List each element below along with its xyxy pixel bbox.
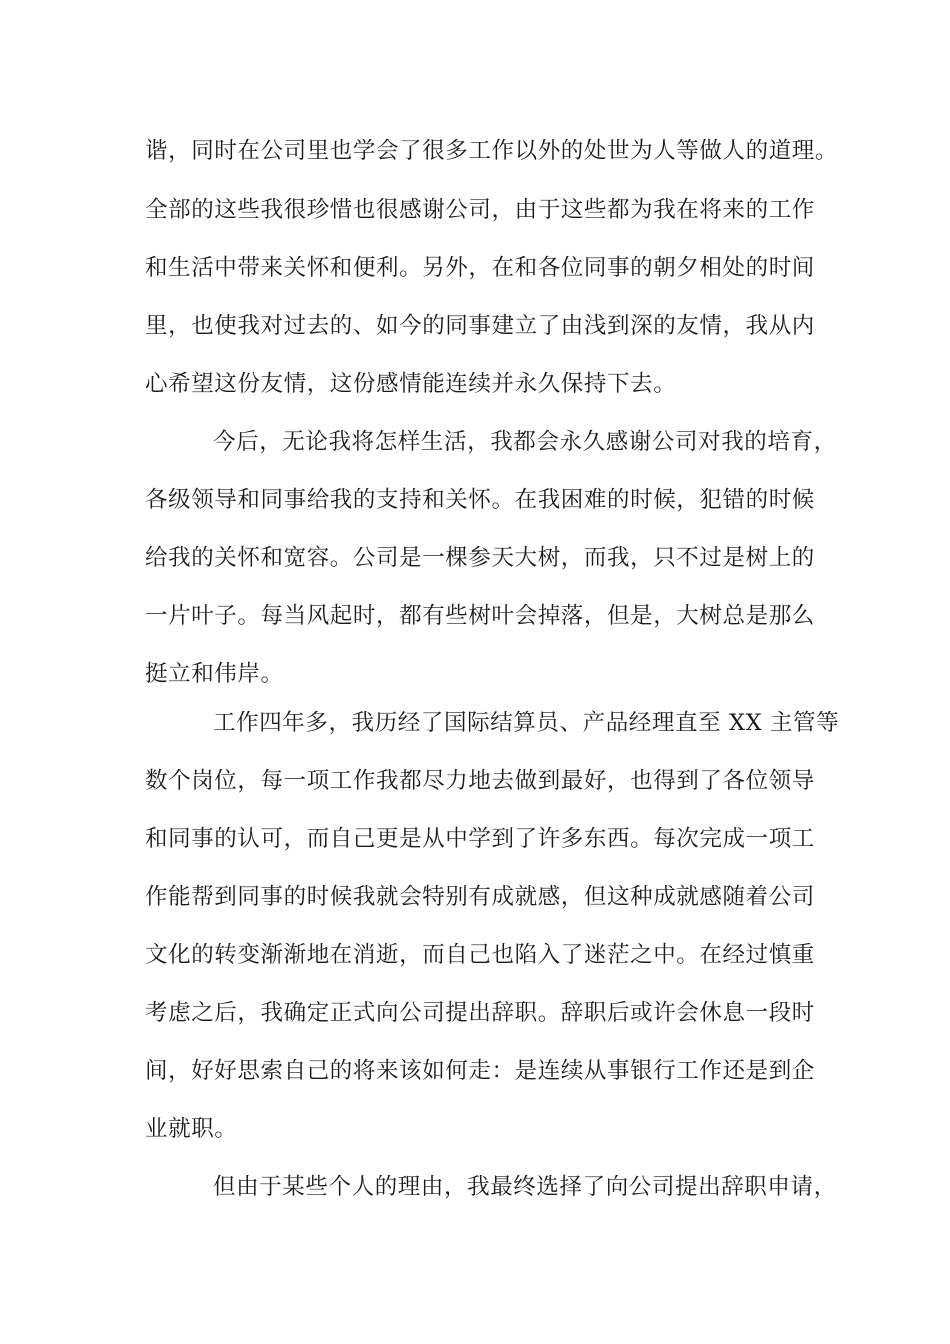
- text-line: 考虑之后，我确定正式向公司提出辞职。辞职后或许会休息一段时: [145, 1000, 815, 1026]
- text-line: 作能帮到同事的时候我就会特别有成就感，但这种成就感随着公司: [145, 884, 815, 910]
- text-line: 各级领导和同事给我的支持和关怀。在我困难的时候，犯错的时候: [145, 487, 815, 513]
- text-line: 给我的关怀和宽容。公司是一棵参天大树，而我，只不过是树上的: [145, 545, 815, 571]
- paragraph-start-line: 但由于某些个人的理由，我最终选择了向公司提出辞职申请，: [213, 1174, 837, 1200]
- text-line: 挺立和伟岸。: [145, 661, 284, 687]
- text-line: 里，也使我对过去的、如今的同事建立了由浅到深的友情，我从内: [145, 313, 815, 339]
- text-line: 数个岗位，每一项工作我都尽力地去做到最好，也得到了各位领导: [145, 768, 815, 794]
- text-line: 全部的这些我很珍惜也很感谢公司，由于这些都为我在将来的工作: [145, 197, 815, 223]
- text-line: 间，好好思索自己的将来该如何走：是连续从事银行工作还是到企: [145, 1058, 815, 1084]
- text-line: 一片叶子。每当风起时，都有些树叶会掉落，但是，大树总是那么: [145, 603, 815, 629]
- text-line: 心希望这份友情，这份感情能连续并永久保持下去。: [145, 371, 677, 397]
- text-line: 和生活中带来关怀和便利。另外，在和各位同事的朝夕相处的时间: [145, 255, 815, 281]
- paragraph-start-line: 今后，无论我将怎样生活，我都会永久感谢公司对我的培育，: [213, 429, 837, 455]
- paragraph-start-line: 工作四年多，我历经了国际结算员、产品经理直至 XX 主管等: [213, 710, 840, 736]
- text-line: 文化的转变渐渐地在消逝，而自己也陷入了迷茫之中。在经过慎重: [145, 942, 815, 968]
- text-line: 和同事的认可，而自己更是从中学到了许多东西。每次完成一项工: [145, 826, 815, 852]
- text-line: 谐，同时在公司里也学会了很多工作以外的处世为人等做人的道理。: [145, 138, 839, 164]
- text-line: 业就职。: [145, 1116, 238, 1142]
